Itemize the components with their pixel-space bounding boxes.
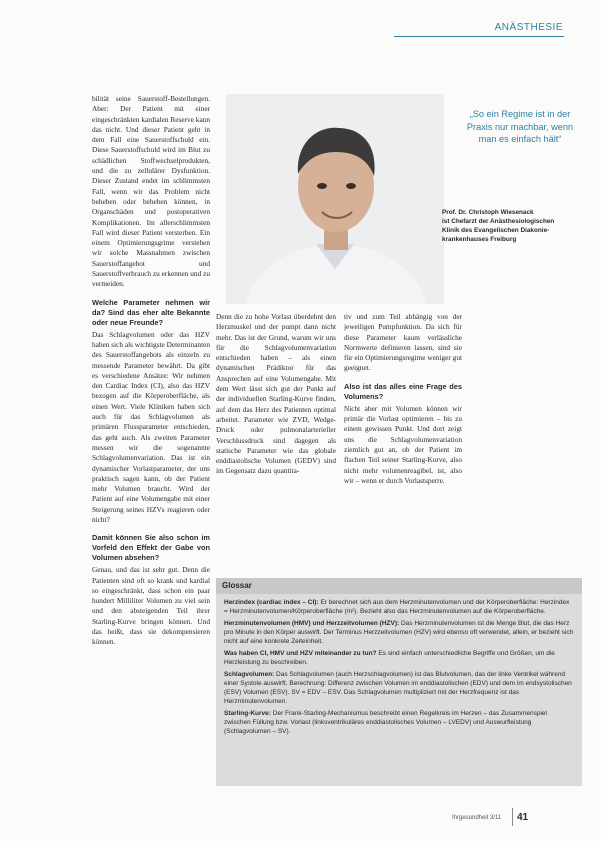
glossary-definition: Er berechnet sich aus dem Herzminutenvolumen und der Körperoberfläche: Herzindex = Herzminutenvolumen/Körperoberfläche (m²). Bezieht also das Herzminutenvolumen auf die Körperoberfläche. <box>224 599 570 615</box>
section-label: ANÄSTHESIE <box>494 22 563 33</box>
col3-paragraph-2: Nicht aber mit Volumen können wir primär die Vorlast optimieren – bis zu einem gewissen Punkt. Und dort zeigt uns die Schlagvolumenvariation ziemlich gut an, ob der Patient im flachen Teil seiner Starling-Kurve, also nicht mehr volumenreagibel, ist, also wir – wenn er durch Vorlastsperre. <box>344 403 462 485</box>
glossary-definition: Das Herzminutenvolumen ist die Menge Blut, die das Herz pro Minute in den Körper auswirft. Der Terminus Herzzeitvolumen (HZV) wird ebenso oft verwendet, allein, er bezieht sich nicht auf eine konkrete Zeiteinheit. <box>224 620 574 645</box>
glossary-entry <box>224 649 574 667</box>
col3-paragraph-1: tiv und zum Teil abhängig von der jeweiligen Pumpfunktion. Da sich für diese Parameter kaum verlässliche Normwerte definieren lassen, sind sie für ein Optimierungsregime weniger gut geeignet. <box>344 312 462 373</box>
col1-paragraph-2: Das Schlagvolumen oder das HZV haben sich als wichtigste Determinanten des Sauerstoffangebots als einzeln zu messende Parameter bewährt. Da gibt es verschiedene Ansätze: Wir nehmen den Cardiac Index (CI), also das HZV bezogen auf die Körperoberfläche, als einen Wert. Viele Kliniken haben sich auch für das Schlagvolumen als primären Flussparameter entschieden, das geht auch. Als zweiten Parameter messen wir die sogenannte Schlagvolumenvariation. Das ist ein dynamischer Vorlastparameter, der uns praktisch sagen kann, ob der Patient mehr Volumen braucht. Wird der Patient auf eine Volumengabe mit einer Steigerung seines HZVs reagieren oder nicht? <box>92 329 210 524</box>
footer-divider <box>512 808 513 826</box>
photo-caption <box>442 208 582 244</box>
glossary-definition: Das Schlagvolumen (auch Herzschlagvolumen) ist das Blutvolumen, das der linke Ventrikel während einer Systole auswirft. Berechnung: Differenz zwischen Volumen im enddiastolischen (EDV) und dem im endsystolischen (ESV) Volumen (ESV). SV = EDV – ESV. Das Schlagvolumen multipliziert mit der Herzfrequenz ist das Herzminutenvolumen. <box>224 671 572 705</box>
portrait-photo <box>226 94 444 304</box>
col1-question-1: Welche Parameter nehmen wir da? Sind das eher alte Bekannte oder neue Freunde? <box>92 297 210 327</box>
glossary-term: Herzminutenvolumen (HMV) und Herzzeitvolumen (HZV): <box>224 620 400 627</box>
portrait-illustration <box>226 94 444 304</box>
article-column-1 <box>92 94 210 652</box>
glossary-term: Herzindex (cardiac index – CI): <box>224 599 319 606</box>
col1-question-2: Damit können Sie also schon im Vorfeld den Effekt der Gabe von Volumen absehen? <box>92 533 210 563</box>
glossary-body <box>216 594 582 743</box>
col1-paragraph-3: Genau, und das ist sehr gut. Denn die Patienten sind oft so krank und kardial so eingeschränkt, dass schon ein paar hundert Milliliter Volumen zu viel sein und den absteigenden Teil ihrer Starling-Kurve bringen können. Und das heißt, dass sie dekompensieren können. <box>92 565 210 647</box>
glossary-entry <box>224 670 574 706</box>
article-column-3 <box>344 312 462 490</box>
caption-line-2: ist Chefarzt der Anästhesiologischen <box>442 218 555 225</box>
glossary-term: Was haben CI, HMV und HZV miteinander zu tun? <box>224 650 377 657</box>
col1-paragraph-1: bilität seine Sauerstoff-Bestellungen. Aber: Der Patient mit einer eingeschränkten kardialen Reserve kann das nicht. Und dieser Patient geht in dem Fall eine Sauerstoffschuld ein. Diese Sauerstoffschuld wird im Blut zu schädlichen Stoffwechselprodukten, und die zu zellulärer Dysfunktion. Dieser Zustand endet im schlimmsten Fall, wenn wir das Problem nicht beheben oder beheben können, in Organschäden und postoperativen Komplikationen. Im allerschlimmsten Fall wird dieser Patient versterben. Ein einem Optimierungsgrime verstehen wir solche Massnahmen zwischen Sauerstoffangebot und Sauerstoffverbrauch zu erkennen und zu vermeiden. <box>92 94 210 289</box>
caption-line-3: Klinik des Evangelischen Diakonie- <box>442 227 550 234</box>
col2-paragraph-1: Denn die zu hohe Vorlast überdehnt den Herzmuskel und der pumpt dann nicht mehr. Das ist der Grund, warum wir uns für die Schlagvolumenvariation entschieden haben – als einen dynamischen Prädiktor für das Ansprechen auf eine Volumengabe. Mit dem Wert lässt sich gut der Punkt auf der individuellen Starling-Kurve finden, auf dem das Herz des Patienten optimal arbeitet. Parameter wie ZVD, Wedge-Druck oder pulmonalarterieller Verschlussdruck sind dagegen als statische Parameter wie das globale enddiastolische Volumen (GEDV) sind im Gegensatz dazu quantita- <box>216 312 336 476</box>
page-number: 41 <box>517 812 529 823</box>
glossary-entry <box>224 598 574 616</box>
pull-quote: „So ein Regime ist in der Praxis nur machbar, wenn man es einfach hält“ <box>466 109 574 144</box>
glossary-box <box>216 578 582 786</box>
article-column-2 <box>216 312 336 481</box>
caption-line-4: krankenhauses Freiburg <box>442 236 517 243</box>
header-rule <box>394 36 564 37</box>
glossary-entry <box>224 619 574 646</box>
glossary-entry <box>224 709 574 736</box>
footer-publication: Ihrgesundheit 3/11 <box>452 815 502 821</box>
glossary-definition: Es sind einfach unterschiedliche Begriffe und Größen, um die Herzleistung zu beschreiben. <box>224 650 555 666</box>
col3-question-1: Also ist das alles eine Frage des Volumens? <box>344 381 462 401</box>
glossary-title: Glossar <box>216 578 582 594</box>
glossary-term: Starling-Kurve: <box>224 710 271 717</box>
glossary-term: Schlagvolumen: <box>224 671 275 678</box>
glossary-definition: Der Frank-Starling-Mechanismus beschreibt einen Regelkreis im Herzen – das Zusammenspiel zwischen Füllung bzw. Vorlast (linksventrikuläres enddiastolisches Volumen – LVEDV) und Auswurfleistung (Schlagvolumen – SV). <box>224 710 547 735</box>
caption-name: Prof. Dr. Christoph Wiesenack <box>442 209 534 216</box>
